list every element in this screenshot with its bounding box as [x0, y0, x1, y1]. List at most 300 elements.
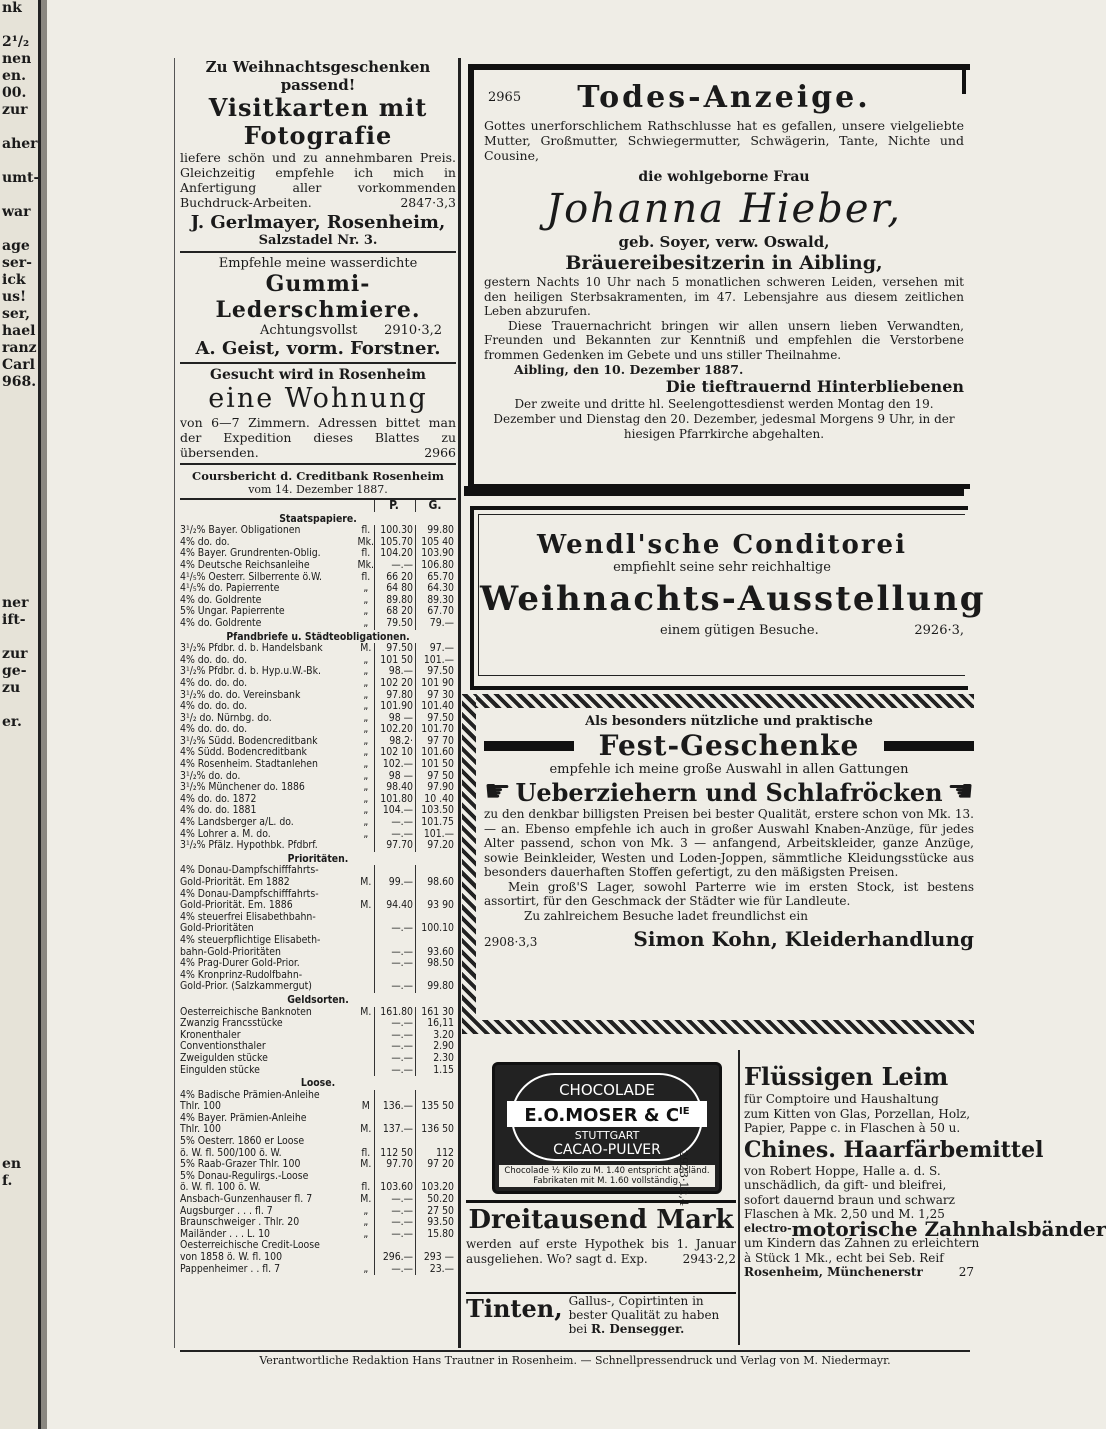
strip-line: age	[2, 238, 30, 254]
security-name: Gold-Prior. (Salzkammergut)	[180, 980, 312, 993]
price-g: 103.90	[416, 548, 457, 560]
leim-l4: von Robert Hoppe, Halle a. d. S.	[744, 1163, 941, 1178]
unit: „	[363, 816, 369, 829]
visitkarten-body: liefere schön und zu annehmbaren Preis. Gleichzeitig empfehle ich mich in Anfertigung aller vorkommenden Buchdruck-Arbeiten.	[180, 150, 456, 210]
strip-line	[2, 17, 38, 34]
price-p: 161.80	[375, 1007, 416, 1019]
tinten-text	[569, 1294, 736, 1336]
strip-line: ranz	[2, 340, 37, 356]
strip-line	[2, 221, 38, 238]
strip-line	[2, 119, 38, 136]
price-g: 2.90	[416, 1041, 457, 1053]
unit: „	[363, 746, 369, 759]
security-name: 4% do. do. do.	[180, 700, 248, 713]
unit: „	[363, 1216, 369, 1229]
strip-line: ser,	[2, 306, 31, 322]
strip-line	[2, 850, 38, 867]
strip-line	[2, 986, 38, 1003]
security-name: Braunschweiger . Thlr. 20	[180, 1216, 300, 1229]
course-row	[180, 1018, 456, 1030]
price-g: 67.70	[416, 606, 457, 618]
rope-border-left	[462, 694, 476, 1034]
price-g: 135 50	[416, 1101, 457, 1113]
price-p: 105.70	[375, 537, 416, 549]
strip-line	[2, 187, 38, 204]
unit	[358, 970, 375, 982]
security-name: 5% Raab-Grazer Thlr. 100	[180, 1158, 301, 1171]
moser-fine: Chocolade ½ Kilo zu M. 1.40 entspricht ausländ. Fabrikaten mit M. 1.60 vollständig.	[499, 1165, 715, 1187]
kohn-name: Simon Kohn, Kleiderhandlung	[633, 927, 974, 951]
security-name: 3¹/₂% Bayer. Obligationen	[180, 524, 301, 537]
price-g: 97.—	[416, 643, 457, 655]
strip-line	[2, 408, 38, 425]
unit: fl.	[361, 1146, 371, 1159]
unit	[358, 958, 375, 970]
price-p: —.—	[375, 958, 416, 970]
strip-line: ick	[2, 272, 26, 288]
security-name: 4% Kronprinz-Rudolfbahn-	[180, 968, 303, 981]
strip-line	[2, 459, 38, 476]
unit: Mk.	[357, 535, 374, 548]
unit	[358, 981, 375, 993]
unit: fl.	[361, 570, 371, 583]
security-name: Oesterreichische Credit-Loose	[180, 1239, 320, 1252]
unit: fl.	[361, 1181, 371, 1194]
course-row	[180, 817, 456, 829]
price-p: 99.—	[375, 877, 416, 889]
leim-last-line	[744, 1265, 974, 1280]
previous-page-strip	[0, 0, 41, 1429]
strip-line	[2, 476, 38, 493]
strip-line	[2, 884, 38, 901]
unit: M.	[360, 899, 372, 912]
leim-t3-line	[744, 1216, 1106, 1241]
security-name: 4% Donau-Dampfschifffahrts-	[180, 864, 319, 877]
unit: „	[363, 804, 369, 817]
price-g: 103.50	[416, 805, 457, 817]
course-row	[180, 1065, 456, 1077]
security-name: 4% Donau-Dampfschifffahrts-	[180, 887, 319, 900]
tinten-ad	[466, 1292, 736, 1336]
security-name: Ansbach-Gunzenhauser fl. 7	[180, 1193, 313, 1206]
security-name: Zweigulden stücke	[180, 1051, 268, 1064]
leim-divider	[738, 1050, 740, 1345]
unit: „	[363, 593, 369, 606]
coursbericht-date: vom 14. Dezember 1887.	[180, 483, 456, 500]
price-g: 101.70	[416, 724, 457, 736]
gummi-ad	[180, 253, 456, 364]
price-g: 89.30	[416, 595, 457, 607]
course-row	[180, 1252, 456, 1264]
security-name: 4% Südd. Bodencreditbank	[180, 746, 307, 759]
strip-line: ift-	[2, 612, 26, 628]
security-name: Zwanzig Francsstücke	[180, 1017, 283, 1030]
price-g: 101.—	[416, 655, 457, 667]
course-section-label: Staatspapiere.	[279, 512, 357, 525]
price-p: 101.80	[375, 794, 416, 806]
course-row	[180, 1264, 456, 1276]
strip-line	[2, 391, 38, 408]
dreitausend-body: werden auf erste Hypothek bis 1. Januar ausgeliehen. Wo? sagt d. Exp.	[466, 1237, 736, 1266]
kohn-sign-line	[484, 927, 974, 951]
wendl-title: Wendl'sche Conditorei	[537, 530, 907, 560]
unit: „	[363, 827, 369, 840]
tinten-name: R. Densegger.	[591, 1322, 685, 1336]
unit	[358, 923, 375, 935]
strip-line: er.	[2, 714, 22, 730]
security-name: Augsburger . . . fl. 7	[180, 1204, 273, 1217]
price-p: 98.—	[375, 666, 416, 678]
left-column	[180, 58, 456, 1275]
price-p: —.—	[375, 947, 416, 959]
price-p: 98.40	[375, 782, 416, 794]
price-g: 99.80	[416, 525, 457, 537]
unit	[358, 935, 375, 947]
course-section-header	[180, 993, 456, 1007]
price-p: —.—	[375, 817, 416, 829]
strip-line	[2, 527, 38, 544]
kohn-title-line	[484, 729, 974, 762]
unit: „	[363, 688, 369, 701]
course-section-header	[180, 852, 456, 866]
strip-line	[2, 1020, 38, 1037]
kohn-rule-left	[484, 741, 574, 751]
visitkarten-ref: 2847·3,3	[400, 195, 456, 210]
security-name: 4% steuerpflichtige Elisabeth-	[180, 933, 321, 946]
unit: „	[363, 1262, 369, 1275]
unit	[358, 1240, 375, 1252]
column-divider-left	[174, 58, 175, 1348]
wendl-main: Weihnachts-Ausstellung	[480, 579, 986, 619]
page-gutter	[41, 0, 47, 1429]
strip-line: zu	[2, 680, 21, 696]
course-header-row	[180, 500, 456, 512]
price-p: —.—	[375, 1065, 416, 1077]
death-intro: Gottes unerforschlichem Rathschlusse hat es gefallen, unsere vielgeliebte Mutter, Großmutter, Schwiegermutter, Schwägerin, Tante, Nichte und Cousine,	[484, 118, 964, 163]
leim-t3a: electro-	[744, 1221, 792, 1235]
security-name: 4¹/₅% do. Papierrente	[180, 582, 280, 595]
strip-line: zur	[2, 646, 28, 662]
unit: „	[363, 676, 369, 689]
gummi-respect: Achtungsvollst	[260, 323, 358, 338]
price-p: 64 80	[375, 583, 416, 595]
leim-l7: Flaschen à Mk. 2,50 und M. 1,25	[744, 1207, 945, 1221]
death-text2: Diese Trauernachricht bringen wir allen unsern lieben Verwandten, Freunden und Bekannten zur Kenntniß und empfehlen die Verstorbene frommen Gedenken im Gebete und uns stiller Theilnahme.	[484, 318, 964, 362]
price-g: 106.80	[416, 560, 457, 572]
strip-line: war	[2, 204, 31, 220]
strip-line	[2, 425, 38, 442]
strip-line: 2¹/₂	[2, 34, 30, 50]
leim-l9: à Stück 1 Mk., echt bei Seb. Reif	[744, 1250, 944, 1265]
security-name: Gold-Priorität. Em 1882	[180, 876, 290, 888]
security-name: 4% do. do. 1881	[180, 804, 257, 817]
price-g: 101.60	[416, 747, 457, 759]
price-p: —.—	[375, 923, 416, 935]
course-row	[180, 877, 456, 889]
price-p: —.—	[375, 1194, 416, 1206]
death-place: Aibling, den 10. Dezember 1887.	[514, 362, 744, 377]
course-row	[180, 678, 456, 690]
price-p: 98 —	[375, 771, 416, 783]
moser-oval	[511, 1073, 703, 1161]
strip-line	[2, 578, 38, 595]
unit: „	[363, 769, 369, 782]
death-born: geb. Soyer, verw. Oswald,	[618, 233, 830, 251]
unit: M.	[360, 1005, 372, 1018]
gummi-name: A. Geist, vorm. Forstner.	[195, 338, 441, 359]
leim-t3-wrap	[744, 1223, 792, 1235]
unit: „	[363, 711, 369, 724]
tinten-body: Gallus-, Copirtinten in bester Qualität zu haben bei	[568, 1294, 720, 1336]
security-name: Gold-Prioritäten	[180, 922, 254, 935]
price-g: 97.90	[416, 782, 457, 794]
security-name: 4% Lohrer a. M. do.	[180, 827, 271, 840]
kohn-main: Ueberziehern und Schlafröcken	[515, 777, 943, 807]
security-name: 4% Deutsche Reichsanleihe	[180, 558, 310, 571]
leim-l5: unschädlich, da gift- und bleifrei,	[744, 1178, 947, 1192]
unit	[358, 1041, 375, 1053]
unit: fl.	[361, 547, 371, 560]
leim-l2: zum Kitten von Glas, Porzellan, Holz,	[744, 1106, 971, 1121]
price-g: 79.—	[416, 618, 457, 630]
security-name: 4% steuerfrei Elisabethbahn-	[180, 910, 316, 923]
security-name: 5% Ungar. Papierrente	[180, 605, 285, 618]
strip-line: f.	[2, 1173, 13, 1189]
strip-line	[2, 1054, 38, 1071]
wohnung-body: von 6—7 Zimmern. Adressen bittet man der Expedition dieses Blattes zu übersenden.	[180, 415, 456, 460]
security-name: 3¹/₂% do. do.	[180, 769, 241, 782]
visitkarten-title: Visitkarten mit Fotografie	[208, 93, 428, 150]
strip-line: Carl	[2, 357, 35, 373]
price-g	[416, 1136, 457, 1148]
strip-line: en	[2, 1156, 22, 1172]
pointing-hand-left-icon: ☚	[947, 774, 974, 809]
kohn-rule-right	[884, 741, 974, 751]
wendl-top-bar	[464, 486, 964, 496]
strip-line	[2, 952, 38, 969]
price-g: 93.50	[416, 1217, 457, 1229]
security-name: Conventionsthaler	[180, 1040, 266, 1053]
strip-line	[2, 935, 38, 952]
pointing-hand-right-icon: ☛	[484, 774, 511, 809]
price-p: —.—	[375, 1053, 416, 1065]
price-g: 105 40	[416, 537, 457, 549]
price-g: 101.—	[416, 829, 457, 841]
security-name: 5% Donau-Regulirgs.-Loose	[180, 1169, 309, 1182]
price-p: 103.60	[375, 1182, 416, 1194]
unit	[358, 1030, 375, 1042]
moser-line2-wrap	[507, 1101, 707, 1127]
price-g: 97.50	[416, 713, 457, 725]
price-p: —.—	[375, 1229, 416, 1241]
security-name: Oesterreichische Banknoten	[180, 1005, 312, 1018]
price-p: 97.70	[375, 840, 416, 852]
strip-line: zur	[2, 102, 28, 118]
price-g: 97 30	[416, 690, 457, 702]
strip-line	[2, 629, 38, 646]
strip-line	[2, 442, 38, 459]
price-g: 97.50	[416, 666, 457, 678]
price-g: 112	[416, 1148, 457, 1160]
unit: M	[361, 1100, 370, 1113]
kohn-main-line	[484, 774, 974, 809]
unit: Mk.	[357, 558, 374, 571]
unit	[358, 912, 375, 924]
security-name: 4% Bayer. Prämien-Anleihe	[180, 1111, 307, 1124]
security-name: 3¹/₂% Südd. Bodencreditbank	[180, 734, 318, 747]
leim-l6: sofort dauernd braun und schwarz	[744, 1192, 955, 1207]
course-row	[180, 1194, 456, 1206]
strip-line: ser-	[2, 255, 32, 271]
price-p: 101 50	[375, 655, 416, 667]
course-row	[180, 701, 456, 713]
price-g: 97 20	[416, 1159, 457, 1171]
strip-line: 00.	[2, 85, 27, 101]
price-g: 50.20	[416, 1194, 457, 1206]
strip-line	[2, 1088, 38, 1105]
security-name: 4% do. do. do.	[180, 676, 248, 689]
price-p: 102.20	[375, 724, 416, 736]
death-lead: die wohlgeborne Frau	[638, 169, 810, 185]
price-p: 101.90	[375, 701, 416, 713]
price-g: 101 50	[416, 759, 457, 771]
visitkarten-headline: Zu Weihnachtsgeschenken passend!	[205, 58, 431, 94]
leim-t2: Chines. Haarfärbemittel	[744, 1136, 1044, 1163]
price-p: 89.80	[375, 595, 416, 607]
strip-line: us!	[2, 289, 27, 305]
wendl-foot-line	[480, 623, 964, 638]
wendl-ref: 2926·3,	[914, 623, 964, 638]
security-name: 4% Landsberger a/L. do.	[180, 816, 294, 829]
price-g: 65.70	[416, 572, 457, 584]
course-section-header	[180, 630, 456, 644]
wendl-sub: empfiehlt seine sehr reichhaltige	[613, 560, 831, 575]
strip-line	[2, 901, 38, 918]
moser-line3: STUTTGART	[574, 1129, 640, 1142]
unit	[358, 1136, 375, 1148]
strip-line: nk	[2, 0, 22, 16]
strip-line	[2, 867, 38, 884]
unit	[358, 1053, 375, 1065]
gummi-title: Gummi-Lederschmiere.	[215, 271, 421, 323]
security-name: 4% do. Goldrente	[180, 593, 262, 606]
strip-line: hael	[2, 323, 36, 339]
wendl-foot: einem gütigen Besuche.	[660, 623, 819, 638]
strip-line	[2, 816, 38, 833]
strip-line	[2, 748, 38, 765]
strip-line	[2, 697, 38, 714]
unit	[358, 1018, 375, 1030]
course-row	[180, 1136, 456, 1148]
kohn-ad	[484, 714, 974, 951]
col-p-header: P.	[375, 500, 416, 512]
column-divider	[458, 58, 461, 1348]
price-g: 3.20	[416, 1030, 457, 1042]
strip-line	[2, 544, 38, 561]
death-notice	[484, 78, 964, 442]
security-name: 4% do. Goldrente	[180, 616, 262, 629]
rope-border-top	[462, 694, 974, 708]
price-g: 97 70	[416, 736, 457, 748]
price-g: 98.60	[416, 877, 457, 889]
price-g	[416, 935, 457, 947]
wohnung-headline: Gesucht wird in Rosenheim	[210, 367, 426, 383]
course-row	[180, 840, 456, 852]
unit: „	[363, 653, 369, 666]
unit: „	[363, 758, 369, 771]
dreitausend-ref: 2943·2,2	[682, 1252, 736, 1266]
visitkarten-name: J. Gerlmayer, Rosenheim,	[190, 212, 446, 233]
price-g: 97 50	[416, 771, 457, 783]
security-name: Gold-Priorität. Em. 1886	[180, 899, 293, 912]
unit: „	[363, 781, 369, 794]
price-p: —.—	[375, 829, 416, 841]
course-row	[180, 1090, 456, 1102]
unit: M.	[360, 642, 372, 655]
price-g: 100.10	[416, 923, 457, 935]
price-p: 98.2·	[375, 736, 416, 748]
strip-line	[2, 561, 38, 578]
price-p: 102 10	[375, 747, 416, 759]
strip-line	[2, 493, 38, 510]
kohn-body: zu den denkbar billigsten Preisen bei bester Qualität, erstere schon von Mk. 13.— an. Ebenso empfehle ich auch in großer Auswahl Knaben-Anzüge, für jedes Alter passend, schon von Mk. 3 — anfangend, Arbeitskleider, ganze Anzüge, sowie Beinkleider, Westen und Loden-Joppen, sämmtliche Kleidungsstücke aus besonders dauerhaften Stoffen gefertigt, zu den mäßigsten Preisen.	[484, 807, 974, 879]
col-g-header: G.	[416, 500, 457, 512]
strip-line	[2, 1122, 38, 1139]
leim-title: Flüssigen Leim	[744, 1062, 949, 1091]
unit: fl.	[361, 524, 371, 537]
price-g: 10 .40	[416, 794, 457, 806]
security-name: 3¹/₂% Münchener do. 1886	[180, 781, 305, 794]
imprint-footer: Verantwortliche Redaktion Hans Trautner in Rosenheim. — Schnellpressendruck und Verlag von M. Niedermayr.	[180, 1350, 970, 1367]
price-g: 101 90	[416, 678, 457, 690]
security-name: 4% do. do.	[180, 535, 230, 548]
kohn-line: empfehle ich meine große Auswahl in allen Gattungen	[549, 762, 909, 777]
price-p: 68 20	[375, 606, 416, 618]
course-section-label: Loose.	[300, 1077, 336, 1090]
course-row	[180, 618, 456, 630]
price-p: 104.20	[375, 548, 416, 560]
wohnung-ref: 2966	[424, 445, 456, 460]
strip-line: aher	[2, 136, 38, 152]
price-p: —.—	[375, 1264, 416, 1276]
price-g: 2.30	[416, 1053, 457, 1065]
course-row	[180, 583, 456, 595]
price-p: 104.—	[375, 805, 416, 817]
visitkarten-address: Salzstadel Nr. 3.	[258, 233, 378, 248]
security-name: Thlr. 100	[180, 1100, 221, 1113]
strip-line: en.	[2, 68, 26, 84]
course-section-label: Prioritäten.	[287, 852, 349, 865]
kohn-title: Fest-Geschenke	[598, 729, 860, 762]
security-name: Mailänder . . . L. 10	[180, 1227, 270, 1240]
security-name: 3¹/₂% Pfälz. Hypothbk. Pfdbrf.	[180, 839, 318, 852]
wendl-ad	[480, 530, 986, 638]
death-ref: 2965	[488, 90, 522, 105]
kohn-body3: Zu zahlreichem Besuche ladet freundlichst ein	[524, 908, 808, 923]
strip-line: ge-	[2, 663, 27, 679]
security-name: 3¹/₂% do. do. Vereinsbank	[180, 688, 301, 701]
security-name: 3¹/₂ do. Nürnbg. do.	[180, 711, 272, 724]
price-p: 97.80	[375, 690, 416, 702]
security-name: 5% Oesterr. 1860 er Loose	[180, 1135, 305, 1148]
price-p: —.—	[375, 1217, 416, 1229]
strip-line: 968.	[2, 374, 37, 390]
death-role: Bräuereibesitzerin in Aibling,	[565, 252, 883, 274]
coursbericht-title: Coursbericht d. Creditbank Rosenheim	[192, 469, 444, 483]
security-name: Eingulden stücke	[180, 1063, 260, 1076]
price-p: 296.—	[375, 1252, 416, 1264]
price-p: 137.—	[375, 1124, 416, 1136]
